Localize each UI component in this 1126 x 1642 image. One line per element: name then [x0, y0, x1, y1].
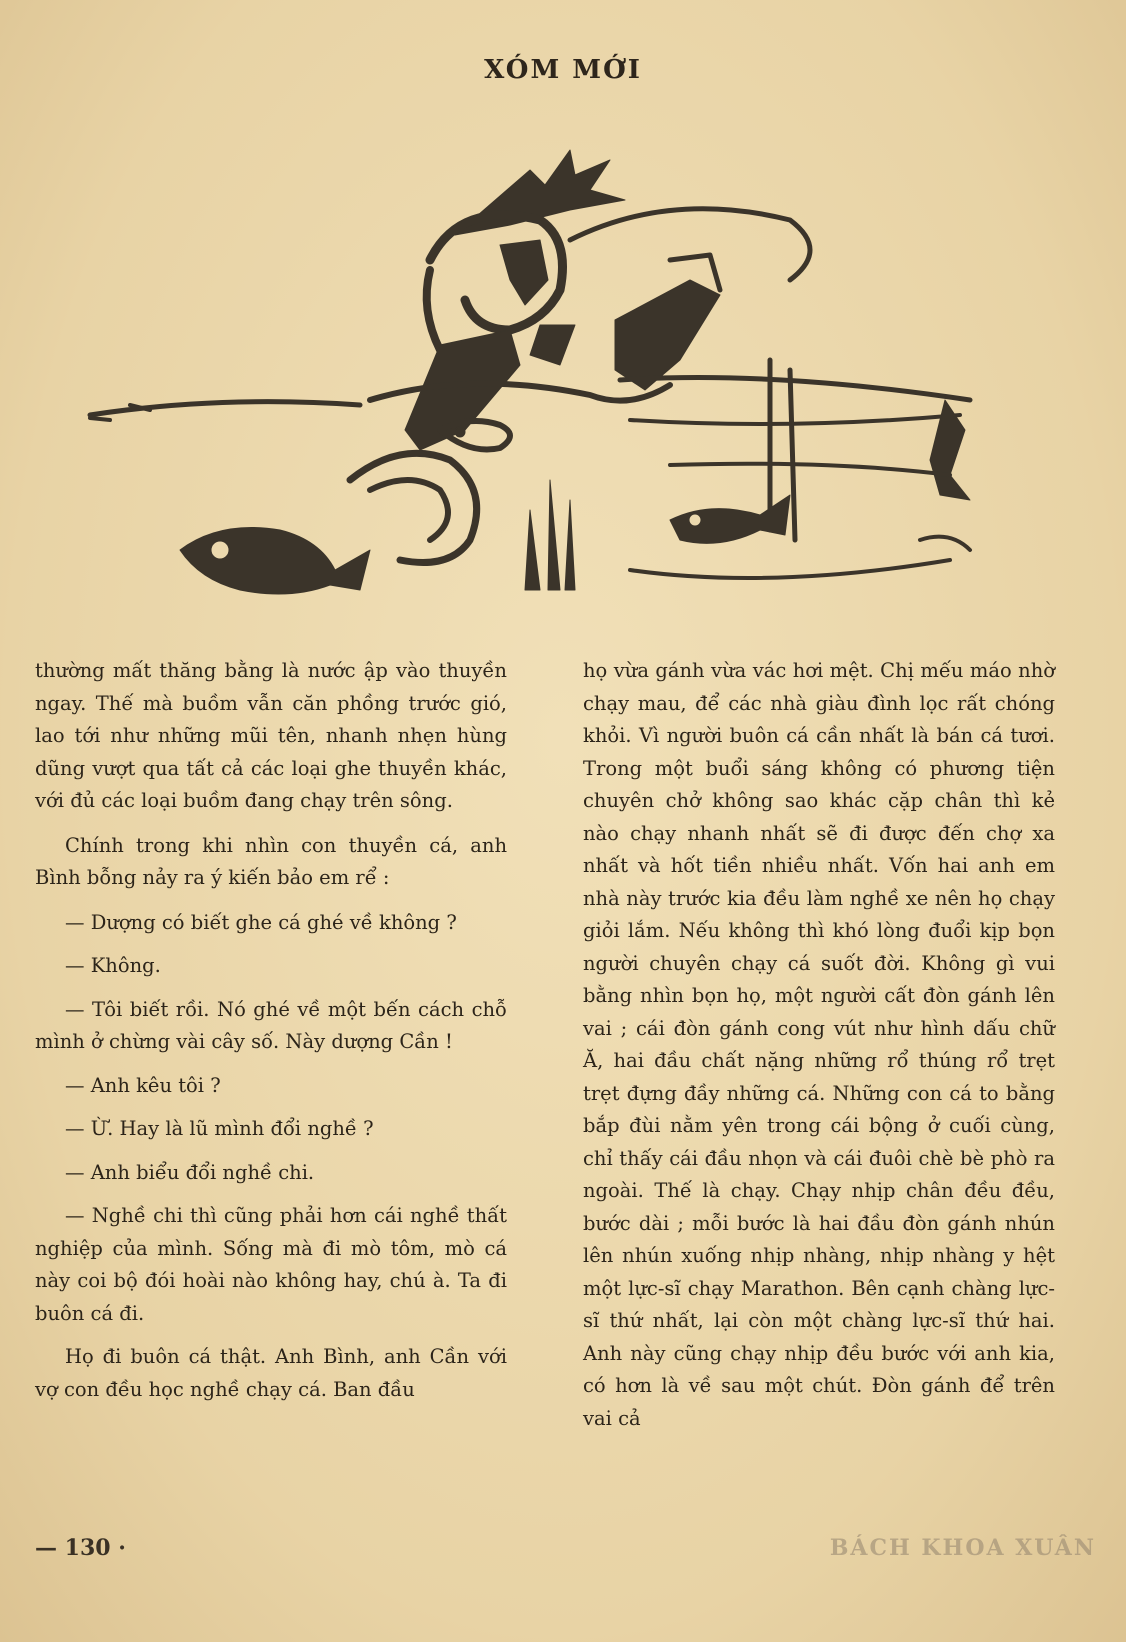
face-shape: [500, 240, 548, 305]
dialogue-line: — Ừ. Hay là lũ mình đổi nghề ?: [65, 1117, 374, 1140]
fisherman-woodcut-illustration: [70, 130, 1060, 640]
paragraph: thường mất thăng bằng là nước ập vào thuyền ngay. Thế mà buồm vẫn căn phồng trước gió, lao tới như những mũi tên, nhanh nhẹn hùng dũng vượt qua tất cả các loại ghe thuyền khác, với đủ các loại buồm đang chạy trên sông.: [35, 659, 507, 812]
paragraph: Chính trong khi nhìn con thuyền cá, anh Bình bỗng nảy ra ý kiến bảo em rể :: [35, 833, 507, 889]
dialogue-line: — Anh kêu tôi ?: [65, 1073, 221, 1097]
hand-shape: [350, 453, 477, 562]
page-title: XÓM MỚI: [484, 55, 642, 85]
right-text-column: [583, 655, 1055, 1447]
page-number: — 130 ·: [35, 1535, 126, 1561]
paragraph: họ vừa gánh vừa vác hơi mệt. Chị mếu máo nhờ chạy mau, để các nhà giàu đình lọc rất chóng khỏi. Vì người buôn cá cần nhất là bán cá tươi. Trong một buổi sáng không có phương tiện chuyên chở không sao khác cặp chân thì kẻ nào chạy nhanh nhất sẽ đi được đến chợ xa nhất và hốt tiền nhiều nhất. Vốn hai anh em nhà này trước kia đều làm nghề xe nên họ chạy giỏi lắm. Nếu không thì khó lòng đuổi kịp bọn người chuyên chạy cá suốt đời. Không gì vui bằng nhìn bọn họ, một người cất đòn gánh lên vai ; cái đòn gánh cong vút như hình dấu chữ Ă, hai đầu chất nặng những rổ thúng rổ trẹt trẹt đựng đầy những cá. Những con cá to bằng bắp đùi nằm yên trong cái bộng ở cuối cùng, chỉ thấy cái đầu nhọn và cái đuôi chè bè phò ra ngoài. Thế là chạy. Chạy nhịp chân đều đều, bước dài ; mỗi bước là hai đầu đòn gánh nhún lên nhún xuống nhịp nhàng, nhịp nhàng y hệt một lực-sĩ chạy Marathon. Bên cạnh chàng lực-sĩ thứ nhất, lại còn một chàng lực-sĩ thứ hai. Anh này cũng chạy nhịp đều bước với anh kia, có hơn là về sau một chút. Đòn gánh để trên vai cả: [583, 659, 1055, 1430]
magazine-name: BÁCH KHOA XUÂN: [829, 1535, 1096, 1561]
fish-left-shape: [180, 528, 370, 595]
dialogue-line: — Dượng có biết ghe cá ghé về không ?: [65, 910, 457, 934]
dialogue-line: — Tôi biết rồi. Nó ghé về một bến cách chỗ mình ở chừng vài cây số. Này dượng Cần !: [35, 997, 507, 1053]
dialogue-line: — Không.: [65, 954, 161, 977]
dialogue-line: — Anh biểu đổi nghề chi.: [65, 1160, 315, 1184]
fish-middle-shape: [440, 421, 510, 450]
left-text-column: [35, 655, 507, 1418]
paragraph: Họ đi buôn cá thật. Anh Bình, anh Cần với vợ con đều học nghề chạy cá. Ban đầu: [35, 1345, 507, 1401]
dialogue-line: — Nghề chi thì cũng phải hơn cái nghề thất nghiệp của mình. Sống mà đi mò tôm, mò cá này coi bộ đói hoài nào không hay, chú à. Ta đi buôn cá đi.: [35, 1204, 507, 1325]
